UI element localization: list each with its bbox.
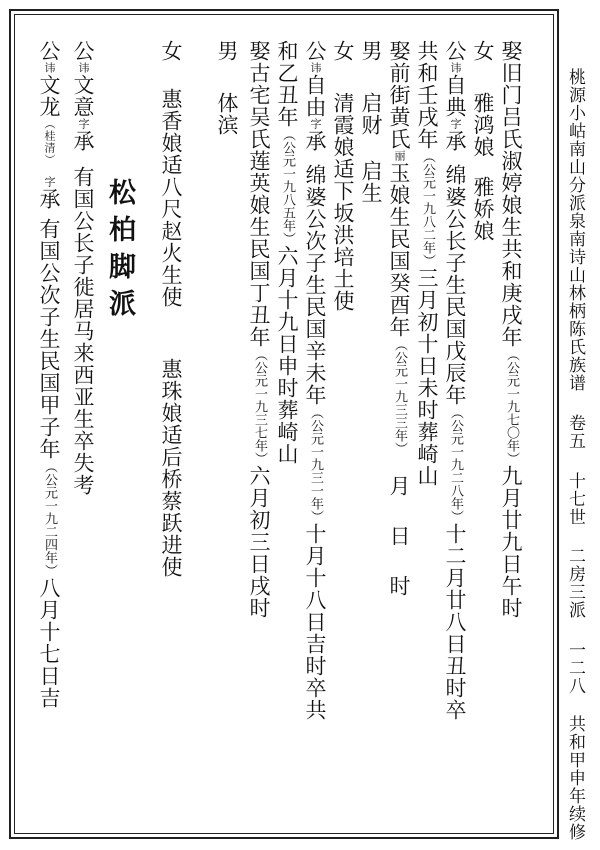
page-number: 一二八 — [565, 641, 585, 695]
text-column-14: 公讳文龙（桂清）字承有国公次子生民国甲子年（公元一九二四年）八月十七日吉 — [37, 40, 61, 709]
text-column-8: 公讳自由字承绵婆公次子生民国辛未年（公元一九三一年）十月十八日吉时卒共 — [303, 40, 327, 721]
text-column-1: 娶旧门吕氏淑婷娘生共和庚戌年（公元一九七〇年）九月廿九日午时 — [499, 40, 523, 619]
text-column-3: 公讳自典字承绵婆公长子生民国戊辰年（公元一九二八年）十二月廿八日丑时卒 — [443, 40, 467, 721]
volume-label: 卷五 — [565, 414, 585, 450]
text-column-4: 共和壬戌年（公元一九八二年）三月初十日未时葬崎山 — [415, 40, 439, 487]
text-column-13: 公讳文意字承有国公长子徙居马来西亚生卒失考 — [71, 40, 95, 496]
text-column-9: 和乙丑年（公元一九八五年）六月十九日申时葬崎山 — [275, 40, 299, 465]
text-column-11: 男体滨 — [215, 40, 239, 136]
edition-label: 共和甲申年续修 — [565, 715, 585, 841]
text-column-5: 娶前街黄氏丽玉娘生民国癸酉年（公元一九三三年）月日时 — [387, 40, 411, 597]
margin-header — [566, 68, 583, 841]
generation-branch: 十七世 二房三派 — [565, 472, 585, 619]
clan-title: 桃源小岵南山分派泉南诗山林柄陈氏族谱 — [565, 68, 585, 392]
text-column-10: 娶古宅吴氏莲英娘生民国丁丑年（公元一九三七年）六月初三日戌时 — [247, 40, 271, 619]
text-column-6: 男启财启生 — [359, 40, 383, 204]
section-heading: 松柏脚派 — [104, 178, 135, 326]
text-column-7: 女清霞娘适下坂洪培土使 — [331, 40, 355, 312]
text-column-2: 女雅鸿娘雅娇娘 — [471, 40, 495, 242]
text-column-12: 女惠香娘适八尺赵火生使惠珠娘适后桥蔡跃进使 — [159, 40, 183, 578]
